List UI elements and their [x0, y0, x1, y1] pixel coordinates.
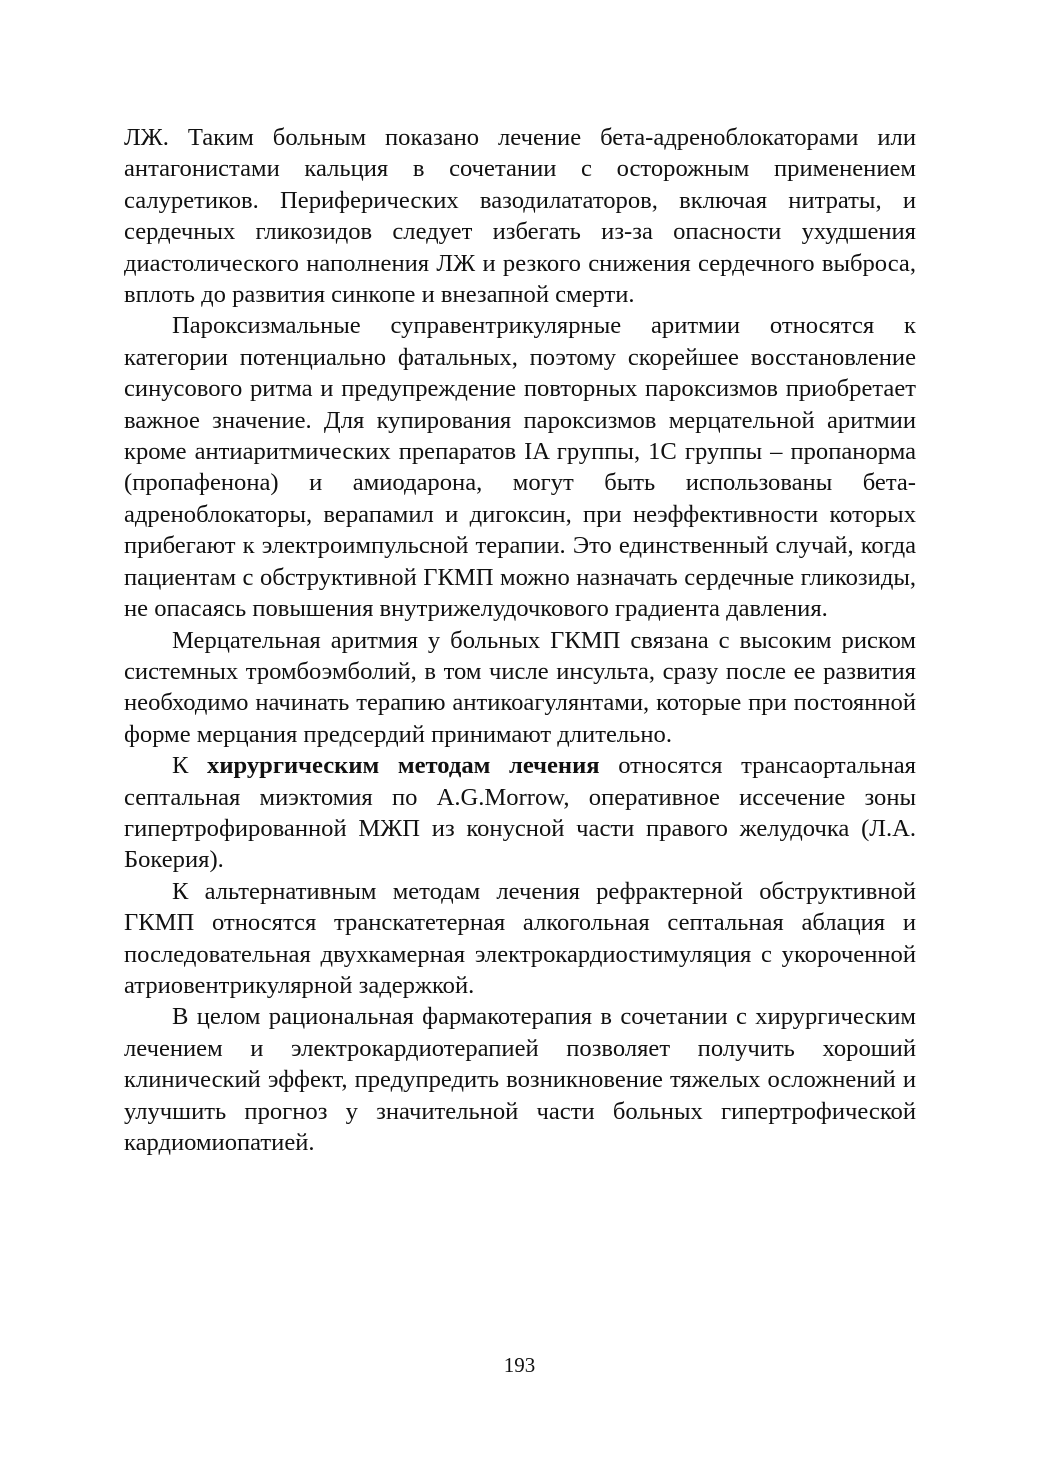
paragraph-paroxysmal-arrhythmias: Пароксизмальные суправентрикулярные аритмии относятся к категории потенциально фатальных, поэтому скорейшее восстановление синусового ритма и предупреждение повторных пароксизмов приобретает важное значение. Для купирования пароксизмов мерцательной аритмии кроме антиаритмических препаратов IA группы, 1C группы – пропанорма (пропафенона) и амиодарона, могут быть использованы бета-адреноблокаторы, верапамил и дигоксин, при неэффективности которых прибегают к электроимпульсной терапии. Это единственный случай, когда пациентам с обструктивной ГКМП можно назначать сердечные гликозиды, не опасаясь повышения внутрижелудочкового градиента давления. — [124, 312, 916, 623]
surgical-prefix: К — [172, 752, 208, 780]
paragraph-treatment-continuation: ЛЖ. Таким больным показано лечение бета-адреноблокаторами или антагонистами кальция в сочетании с осторожным применением салуретиков. Периферических вазодилататоров, включая нитраты, и сердечных гликозидов следует избегать из-за опасности ухудшения диастолического наполнения ЛЖ и резкого снижения сердечного выброса, вплоть до развития синкопе и внезапной смерти. — [124, 124, 916, 309]
paragraph-atrial-fibrillation: Мерцательная аритмия у больных ГКМП связана с высоким риском системных тромбоэмболий, в том числе инсульта, сразу после ее развития необходимо начинать терапию антикоагулянтами, которые при постоянной форме мерцания предсердий принимают длительно. — [124, 626, 916, 748]
surgical-methods-term: хирургическим методам лечения — [207, 752, 600, 780]
paragraph-surgical-methods — [124, 750, 916, 876]
paragraph-alternative-methods: К альтернативным методам лечения рефрактерной обструктивной ГКМП относятся транскатетерная алкогольная септальная аблация и последовательная двухкамерная электрокардиостимуляция с укороченной атриовентрикулярной задержкой. — [124, 877, 916, 999]
page-number: 193 — [503, 1353, 536, 1377]
paragraph-conclusion: В целом рациональная фармакотерапия в сочетании с хирургическим лечением и электрокардиотерапией позволяет получить хороший клинический эффект, предупредить возникновение тяжелых осложнений и улучшить прогноз у значительной части больных гипертрофической кардиомиопатией. — [124, 1003, 916, 1156]
surgical-description: относятся трансаортальная септальная миэктомия по A.G.Morrow, оперативное иссечение зоны гипертрофированной МЖП из конусной части правого желудочка (Л.А. Бокерия). — [124, 752, 916, 874]
page-body — [124, 122, 916, 1158]
